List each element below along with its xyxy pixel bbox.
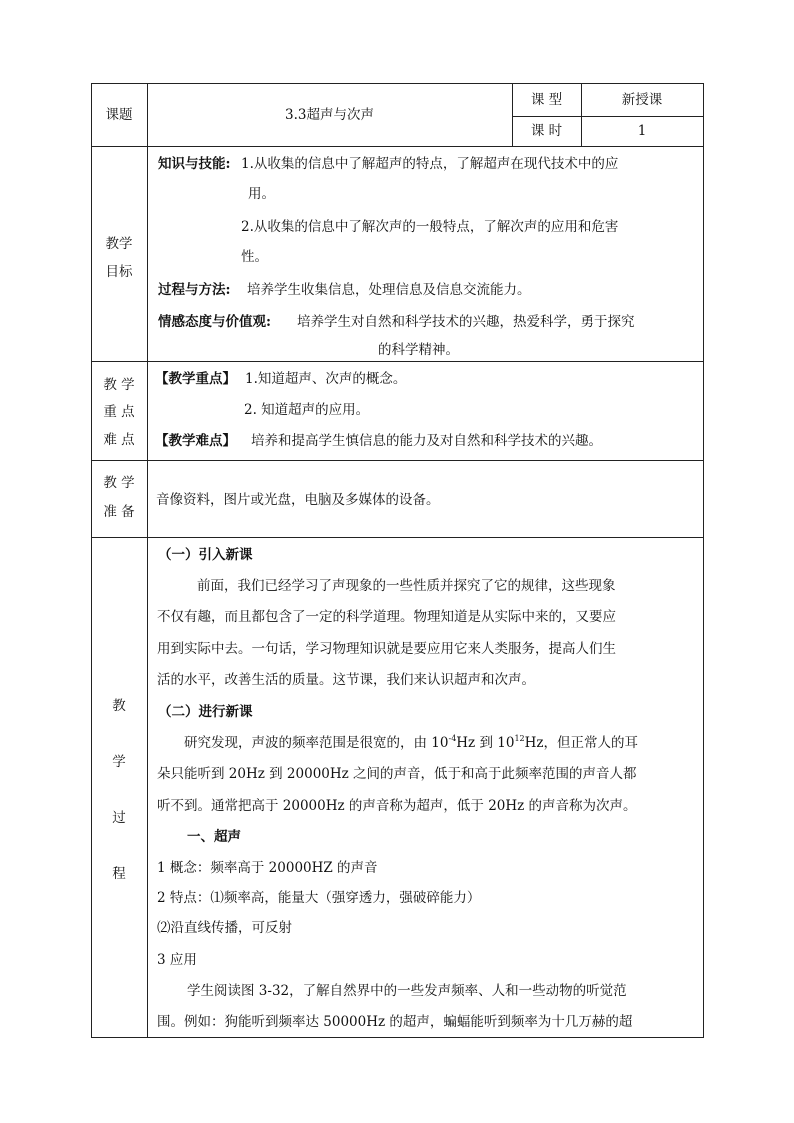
prep-text: 音像资料，图片或光盘，电脑及多媒体的设备。 <box>156 492 440 508</box>
focus-label-3: 难 点 <box>103 432 135 448</box>
key-point-1: 1.知道超声、次声的概念。 <box>245 371 407 387</box>
table-bottom-border <box>91 1037 704 1038</box>
section-intro-title: （一）引入新课 <box>158 547 253 563</box>
knowledge-2b: 性。 <box>241 249 268 265</box>
prep-label-2: 准 备 <box>103 504 135 520</box>
intro-line-1: 前面，我们已经学习了声现象的一些性质并探究了它的规律，这些现象 <box>197 578 616 594</box>
prep-label-1: 教 学 <box>103 475 135 491</box>
attitude-title: 情感态度与价值观: <box>158 314 271 330</box>
row-divider-goals <box>91 146 704 147</box>
label-column-divider <box>147 83 148 1038</box>
intro-line-4: 活的水平，改善生活的质量。这节课，我们来认识超声和次声。 <box>157 672 535 688</box>
subsection-ultrasound-title: 一、超声 <box>187 829 241 845</box>
knowledge-1b: 用。 <box>248 186 275 202</box>
new-para-text-c: Hz，但正常人的耳 <box>524 735 639 751</box>
attitude-b: 的科学精神。 <box>378 342 459 358</box>
goals-label-1: 教学 <box>105 236 133 252</box>
row-divider-focus <box>91 361 704 362</box>
intro-line-2: 不仅有趣，而且都包含了一定的科学道理。物理知道是从实际中来的，又要应 <box>157 609 616 625</box>
knowledge-2a: 2.从收集的信息中了解次声的一般特点，了解次声的应用和危害 <box>241 219 619 235</box>
process-label-3: 过 <box>112 810 126 826</box>
item-features-2: ⑵沿直线传播，可反射 <box>157 920 292 936</box>
focus-label-1: 教 学 <box>103 377 135 393</box>
process-label-4: 程 <box>112 866 126 882</box>
new-para-line-2: 朵只能听到 20Hz 到 20000Hz 之间的声音，低于和高于此频率范围的声音人都 <box>157 766 637 782</box>
knowledge-title: 知识与技能: <box>158 156 231 172</box>
item-applications: 3 应用 <box>157 952 197 968</box>
type-label: 课 型 <box>530 92 563 108</box>
topic-label: 课题 <box>105 107 133 123</box>
new-para-line-3: 听不到。通常把高于 20000Hz 的声音称为超声，低于 20Hz 的声音称为次声。 <box>157 798 637 814</box>
row-divider-hours <box>512 116 704 117</box>
knowledge-1a: 1.从收集的信息中了解超声的特点，了解超声在现代技术中的应 <box>241 156 619 172</box>
process-text: 培养学生收集信息，处理信息及信息交流能力。 <box>247 282 531 298</box>
key-point-2: 2. 知道超声的应用。 <box>244 402 370 418</box>
row-divider-prep <box>91 460 704 461</box>
hours-label: 课 时 <box>530 123 563 139</box>
item-features: 2 特点：⑴频率高，能量大（强穿透力，强破碎能力） <box>157 890 481 906</box>
table-left-border <box>91 83 92 1038</box>
section-new-title: （二）进行新课 <box>158 704 253 720</box>
row-divider-process <box>91 537 704 538</box>
item-concept: 1 概念：频率高于 20000HZ 的声音 <box>157 860 378 876</box>
key-points-title: 【教学重点】 <box>155 371 236 387</box>
process-label-2: 学 <box>112 754 126 770</box>
table-right-border <box>703 83 704 1038</box>
new-para-text-a: 研究发现，声波的频率范围是很宽的，由 10 <box>184 735 449 751</box>
new-para-line-1 <box>184 734 638 752</box>
reading-line-2: 围。例如：狗能听到频率达 50000Hz 的超声，蝙蝠能听到频率为十几万赫的超 <box>157 1014 633 1030</box>
process-title: 过程与方法: <box>158 282 231 298</box>
focus-label-2: 重 点 <box>103 404 135 420</box>
topic-value: 3.3超声与次声 <box>285 107 374 123</box>
intro-line-3: 用到实际中去。一句话，学习物理知识就是要应用它来人类服务，提高人们生 <box>157 641 616 657</box>
reading-line-1: 学生阅读图 3-32，了解自然界中的一些发声频率、人和一些动物的听觉范 <box>187 983 627 999</box>
new-para-sup-2: 12 <box>514 733 525 743</box>
difficulty-title: 【教学难点】 <box>155 433 236 449</box>
attitude-a: 培养学生对自然和科学技术的兴趣，热爱科学，勇于探究 <box>297 314 635 330</box>
process-label-1: 教 <box>112 698 126 714</box>
new-para-text-b: Hz 到 10 <box>456 735 515 751</box>
new-para-sup-1: -4 <box>448 733 457 743</box>
hours-value: 1 <box>637 123 647 139</box>
table-top-border <box>91 83 704 84</box>
difficulty-text: 培养和提高学生慎信息的能力及对自然和科学技术的兴趣。 <box>251 433 602 449</box>
type-value: 新授课 <box>621 92 663 108</box>
goals-label-2: 目标 <box>105 264 133 280</box>
